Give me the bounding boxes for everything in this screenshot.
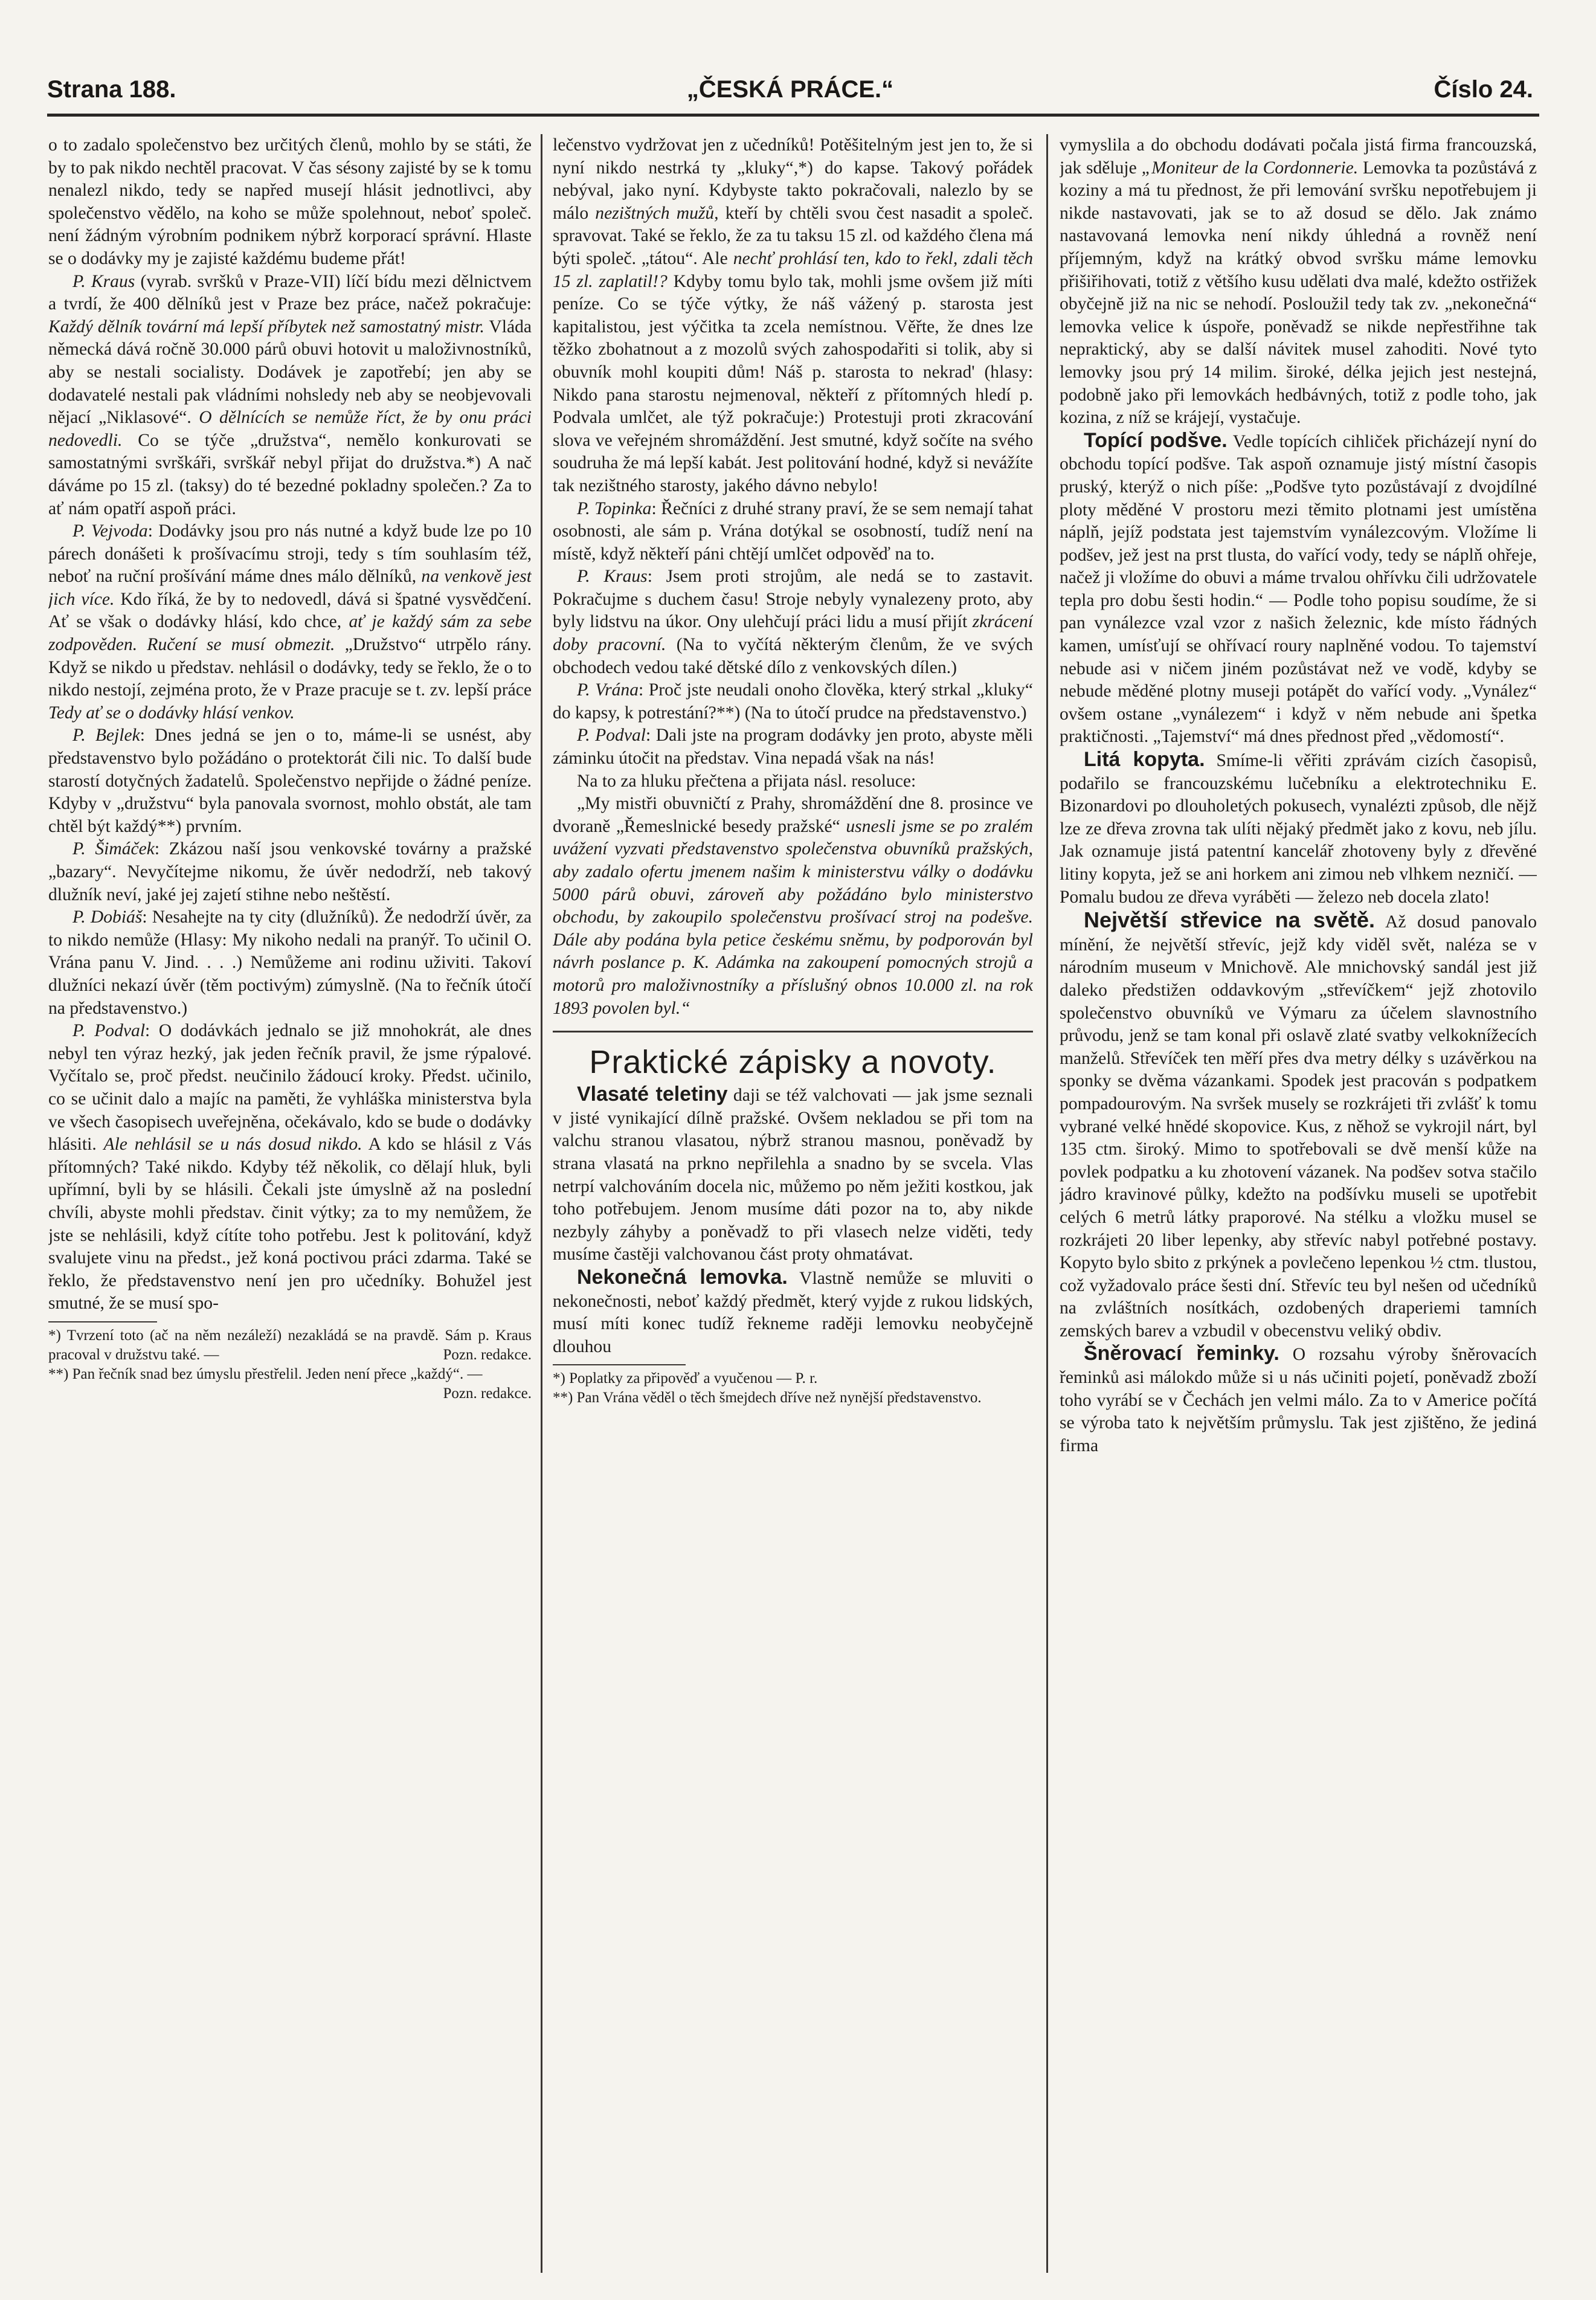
footnote-text: **) Pan Vrána věděl o těch šmejdech dříve než nynější představenstvo. [553, 1390, 982, 1406]
speaker: P. Topinka [577, 498, 652, 518]
emphasis: „Moniteur de la Cordonnerie. [1141, 158, 1359, 178]
text: Vláda německá dává ročně 30.000 párů obuvi hotovit u maloživnostníků, aby se nestali socialisty. Dodávek je zapotřebí; jen aby se dodavatelé nestali pak vládními nohsledy neb aby se neobjevovali nějací „Niklasové“. [48, 317, 532, 428]
article-heading: Nekonečná lemovka. [577, 1265, 788, 1289]
footnote-source: Pozn. redakce. [443, 1385, 532, 1402]
page-number: Strana 188. [47, 76, 176, 103]
emphasis: ať je každý sám za sebe zodpověden. Ručení se musí obmezit. [48, 612, 532, 655]
section-title: Praktické zápisky a novoty. [589, 1044, 997, 1081]
article-heading: Topící podšve. [1084, 428, 1228, 452]
text: A kdo se hlásil z Vás přítomných? Také nikdo. Kdyby též několik, co dělají hluk, byli upřímní, byli by se hlásili. Čekali jste úmyslně až na poslední chvíli, abyste mohli představ. činit výtky; za to my nemůžem, že jste se nehlásili, když cítíte toho potřebu. Jest k politování, když svalujete vinu na předst., jež koná poctivou práci zdarma. Také se řeklo, že představenstvo není jen pro učedníky. Bohužel jest smutné, že se musí spo- [48, 1135, 532, 1313]
column-divider [541, 134, 542, 2273]
column-3 [1060, 134, 1537, 2273]
speaker: P. Kraus [577, 567, 648, 587]
newspaper-title: „ČESKÁ PRÁCE.“ [686, 76, 894, 103]
text: (vyrab. svršků v Praze-VII) líčí bídu mezi dělnictvem a tvrdí, že 400 dělníků jest v Praze bez práce, načež pokračuje: [48, 271, 532, 314]
article [553, 1266, 1033, 1358]
paragraph [553, 498, 1033, 566]
column-divider [1046, 134, 1048, 2273]
paragraph [553, 565, 1033, 679]
emphasis: Každý dělník tovární má lepší příbytek než samostatný mistr. [48, 317, 484, 337]
paragraph [553, 724, 1033, 770]
issue-number: Číslo 24. [1434, 76, 1533, 103]
text: Kdo říká, že by to nedovedl, dává si špatné vysvědčení. Ať se však o dodávky hlásí, kdo chce, [48, 589, 532, 632]
article [1060, 909, 1537, 1342]
footnote-text: *) Poplatky za připověď a vyučenou — P. r. [553, 1370, 818, 1387]
text: „Družstvo“ utrpělo rány. Když se nikdo u představ. nehlásil o dodávky, tedy se řeklo, že o to nikdo nestojí, zejména proto, že v Praze pracuje se t. zv. lepší práce [48, 635, 532, 700]
paragraph [48, 838, 532, 906]
text: kteří by chtěli svou čest nasadit a společ. spravovat. Také se řeklo, že za tu taksu 15 zl. od každého člena má býti společ. „tátou“. Ale [553, 203, 1033, 268]
text: Vedle topících cihliček přicházejí nyní do obchodu topící podšve. Tak aspoň oznamuje jistý místní časopis pruský, kterýž o nich píše: „Podšve tyto pozůstávají z dvojdílné ploty měděné V prostoru mezi těmito plotnami jest umístěna náplň, jejíž podstata jest tajemstvím vynálezcovým. Vložíme li podšev, jež jest na prst tlusta, do vařící vody, tedy se náplň ohřeje, načež ji vložíme do obuvi a máme trvalou ohřívku čili udržovatele tepla pro dobu šesti hodin.“ — Podle toho popisu soudíme, že si pan vynálezce vzal vzor z našich železnic, kde místo řádných kamen, umísťují se ohřívací roury naplněné vodou. To tajemství nebude asi v ničem jiném pozůstávat než ve vodě, kdyby se nebude měděné plotny museji potápět do vařící vody. „Vynález“ ovšem ostane „vynálezem“ i když v něm nebude ani špetka praktičnosti. „Tajemství“ má dnes přednost před „vědomostí“. [1060, 431, 1537, 747]
paragraph [1060, 134, 1537, 430]
text: Smíme-li věřiti zprávám cizích časopisů, podařilo se francouzskému lučebníku a elektrotechniku E. Bizonardovi po dlouholetých pokusech, vynalézti způsob, dle nějž lze ze dřeva zrovna tak ulíti nějaký předmět jako z kovu, neb jílu. Jak oznamuje jistá patentní kancelář zhotoveny byly z dřevěné litiny kopyta, jež se ani horkem ani zimou neb vlhkem nezničí. — Pomalu budou ze dřeva vyráběti — železo neb docela zlato! [1060, 751, 1537, 907]
speaker: P. Dobiáš [72, 907, 143, 927]
article-heading: Největší střevice na světě. [1084, 907, 1376, 933]
text: Kdyby tomu bylo tak, mohli jsme ovšem již míti peníze. Co se týče výtky, že náš vážený p. starosta jest kapitalistou, jest výčitka ta zcela nemístnou. Věřte, že dnes lze těžko zbohatnout a z mozolů svých zahospodařiti si tolik, aby si obuvník mohl koupiti dům! Náš p. starosta to nekrad' (hlasy: Nikdo pana starostu nejmenoval, někteří z přítomných hledí p. Podvala umlčet, ale týž pokračuje:) Protestuji proti zkracování slova ve veřejném shromáždění. Jest smutné, když sočíte na svého soudruha že má lepší kabát. Jest politování hodné, když si nevážíte tak nezištného starosty, jakého dávno nebylo! [553, 271, 1033, 495]
paragraph: o to zadalo společenstvo bez určitých členů, mohlo by se státi, že by to pak nikdo nechtěl pracovat. V čas sésony zajisté by se k tomu nenalezl nikdo, tedy se napřed musejí hlásit jednotlivci, aby společenstvo vědělo, na koho se může spolehnout, neboť společ. není žádným výrobním podnikem nýbrž korporací správní. Hlaste se o dodávky my je zajisté každému budeme přát! [48, 135, 532, 268]
text: (Na to vyčítá některým členům, že ve svých obchodech vedou také dětské dílo z venkovských dílen.) [553, 635, 1033, 677]
paragraph [48, 520, 532, 724]
emphasis: Tedy ať se o dodávky hlásí venkov. [48, 703, 295, 723]
paragraph [48, 906, 532, 1020]
article [553, 1083, 1033, 1266]
emphasis: zkrácení doby pracovní. [553, 612, 1033, 655]
text: : Dnes jedná se jen o to, máme-li se usnést, aby představenstvo bylo požádáno o protektorát čili nic. To další bude starostí dotyčných žadatelů. Společenstvo nepřijde o žádné peníze. Kdyby v „družstvu“ byla panovala svornost, mohlo obstát, ale tam chtěl být každý**) prvním. [48, 726, 532, 836]
column-1 [48, 134, 532, 2273]
text: Co se týče „družstva“, nemělo konkurovati se samostatnými svrškáři, svrškář nebyl přijat do družstva.*) A nač dáváme po 15 zl. (taksy) do té bezedné pokladny společen.? Za to ať nám opatří aspoň práci. [48, 430, 532, 518]
text: Až dosud panovalo mínění, že největší střevíc, jejž kdy viděl svět, naléza se v národním museum v Mnichově. Ale mnichovský sandál jest již daleko předstižen oddavkovým „střevíčkem“ jejž zhotovilo společenstvo obuvníků ve Výmaru za účelem slavnostního průvodu, jenž se tam konal při oslavě zlaté svatby velkoknížecích manželů. Střevíček ten měří přes dva metry délky s uzávěrkou na sponky se dvěma vázankami. Spodek jest pracován s podpatkem pompadourovým. Na svršek musely se rozkrájeti tři zvlášť k tomu vybrané velké hnědé skopovice. Kus, z něhož se vykrojil nárt, byl 135 ctm. široký. Mimo to spotřebovali se dvě menší kůže na povlek podpatku a ku zhotovení vázanek. Na podšev sotva stačilo jádro kravinové půlky, kdežto na podšívku museli se upotřebit celých 6 metrů látky praporové. Na stélku a vložku musel se rozkrájeti 20 liber lepenky, aby střevíc nabyl potřebné postavy. Kopyto bylo sbito z prkýnek a povlečeno lepenkou ½ ctm. tlustou, což vyžadovalo práce šesti dní. Střevíc teu byl nešen od učedníků na zvláštních nosítkách, ozdobených draperiemi tamních zemských barev a vzbudil v obecenstvu veliký obdiv. [1060, 912, 1537, 1341]
article-heading: Vlasaté teletiny [577, 1083, 728, 1106]
speaker: P. Podval [577, 726, 646, 746]
paragraph [48, 271, 532, 521]
header-divider [47, 114, 1539, 117]
page-header [47, 71, 1533, 114]
speaker: P. Bejlek [72, 726, 140, 746]
emphasis: Ale nehlásil se u nás dosud nikdo. [103, 1135, 362, 1155]
paragraph [48, 1020, 532, 1315]
paragraph [48, 724, 532, 838]
footnote [48, 1326, 532, 1402]
text: : Nesahejte na ty city (dlužníků). Že nedodrží úvěr, za to nikdo nemůže (Hlasy: My nikoho nedali na pranýř. To učinil O. Vrána panu V. Jind. . . .) Nemůžeme ani rodinu uživiti. Takoví dlužníci nekazí úvěr (těm poctivým) zúmyslně. (Na to řečník útočí na představenstvo.) [48, 907, 532, 1018]
footnote-text: **) Pan řečník snad bez úmyslu přestřelil. Jeden není přece „každý“. — [48, 1365, 483, 1382]
text: : Řečníci z druhé strany praví, že se sem nemají tahat osobnosti, ale sám p. Vrána dotýkal se osobností, tudíž není na místě, když někteří páni chtějí umlčet odpověď na to. [553, 498, 1033, 564]
text: Vlastně nemůže se mluviti o nekonečnosti, neboť každý předmět, který vyjde z rukou lidských, musí míti konec tudíž řekneme raději lemovku neobyčejně dlouhou [553, 1268, 1033, 1356]
column-2 [553, 134, 1033, 2273]
article-heading: Litá kopyta. [1084, 748, 1205, 771]
text: : Jsem proti strojům, ale nedá se to zastavit. Pokračujme s duchem času! Stroje nebyly vynalezeny proto, aby byly lidstvu na úkor. Ony ulehčují práci lidu a musí přijít [553, 567, 1033, 632]
speaker: P. Kraus [72, 271, 135, 291]
text: : Proč jste neudali onoho člověka, který strkal „kluky“ do kapsy, k potrestání?**) (Na to útočí prudce na představenstvo.) [553, 680, 1033, 723]
footnote-source: Pozn. redakce. [443, 1346, 532, 1363]
speaker: P. Vrána [577, 680, 639, 700]
emphasis: O dělnících se nemůže říct, že by onu práci nedovedli. [48, 408, 532, 450]
footnote-divider [553, 1364, 686, 1365]
text: Lemovka ta pozůstává z koziny a má tu přednost, že při lemování svršku nepotřebujem ji nikde nastavovati, jak se to až dosud se dělo. Jak známo nastavovaná lemovka není nikdy úhledná a rovněž není příjemným, když na krátký obvod svršku máme lemovku přišiřihovati, totiž z většího kusu udělati dva malé, kdežto ostřižek obyčejně již na nic se nehodí. Posloužil tedy tak zv. „nekonečná“ lemovka velice k úspoře, poněvadž se nikde nepřestřihne tak nepraktický, aby se další návitek musel zahoditi. Nové tyto lemovky jsou prý 14 milim. široké, délka jejich jest nestejná, podobně jako při lemovkách hedbávných, totiž z podle toho, jak kozina, z níž se krájejí, vystačuje. [1060, 158, 1537, 428]
footnote [553, 1369, 1033, 1408]
paragraph [553, 134, 1033, 498]
resolution [553, 793, 1033, 1020]
article [1060, 430, 1537, 749]
speaker: P. Vejvoda [72, 521, 148, 541]
footnote-text: *) Tvrzení toto (ač na něm nezáleží) nezakládá se na pravdě. Sám p. Kraus pracoval v družstvu také. — [48, 1327, 532, 1363]
article [1060, 749, 1537, 909]
paragraph: Na to za hluku přečtena a přijata násl. resoluce: [577, 771, 916, 791]
emphasis: nezištných mužů, [595, 203, 719, 223]
text: : Dali jste na program dodávky jen proto, abyste měli záminku útočit na představ. Vina nepadá však na nás! [553, 726, 1033, 768]
article [1060, 1342, 1537, 1457]
emphasis: na venkově jest jich více. [48, 567, 532, 609]
speaker: P. Podval [72, 1021, 146, 1041]
text: O rozsahu výroby šněrovacích řeminků asi málokdo může si u nás učiniti pojetí, poněvadž zboží toho vyrábí se v Čechách jen velmi málo. Za to v Americe počítá se výroba tato k největším průmyslu. Tak jest zjištěno, že jediná firma [1060, 1345, 1537, 1455]
footnote-divider [48, 1321, 157, 1322]
paragraph [553, 679, 1033, 724]
emphasis: nechť prohlásí ten, kdo to řekl, zdali těch 15 zl. zaplatil!? [553, 248, 1033, 291]
text: daji se též valchovati — jak jsme seznali v jisté vynikající dílně pražské. Ovšem nekladou se při tom na valchu stranou vlasatou, nýbrž stranou masnou, poněvadž by strana vlasatá na prkno nepřilehla a snadno by se svcela. Vlas netrpí valchováním docela nic, můžemo po něm ježiti kostkou, jak toho potřebujem. Jenom musíme dáti pozor na to, aby nikde nezbyly záhyby a poněvadž to při vlasech nelze viděti, tedy musíme častěji valchovanou část proty ohmatávat. [553, 1086, 1033, 1264]
text: „My mistři obuvničtí z Prahy, shromáždění dne 8. prosince ve dvoraně „Řemeslnické besedy pražské“ [553, 794, 1033, 836]
section-divider [553, 1031, 1033, 1032]
article-heading: Šněrovací řeminky. [1084, 1342, 1279, 1365]
text: lečenstvo vydržovat jen z učedníků! Potěšitelným jest jen to, že si nyní nikdo nestrká ty „kluky“,*) do kapse. Takový pořádek nebýval, jako nyní. Kdybyste takto pokračovali, nalezlo by se málo [553, 135, 1033, 223]
text: : Zkázou naší jsou venkovské továrny a pražské „bazary“. Nevyčítejme nikomu, že úvěr nedodrží, neb takový dlužník neví, jaké jej zajetí stihne nebo neštěstí. [48, 839, 532, 904]
text: vymyslila a do obchodu dodávati počala jistá firma francouzská, jak sděluje [1060, 135, 1537, 178]
speaker: P. Šimáček [72, 839, 155, 859]
text: : Dodávky jsou pro nás nutné a když bude lze po 10 párech donášeti k prošívacímu stroji, tedy s tím souhlasím též, neboť na ruční prošívání máme dnes málo dělníků, [48, 521, 532, 587]
text: : O dodávkách jednalo se již mnohokrát, ale dnes nebyl ten výraz hezký, jak jeden řečník pravil, že jsme rýpalové. Vyčítalo se, proč předst. neučinilo žádoucí kroky. Předst. učinilo, co se učinit dalo a majíc na paměti, že vyhláška ministerstva byla ve všech časopisech uveřejněna, očekávalo, kdo se bude o dodávky hlásiti. [48, 1021, 532, 1155]
emphasis: usnesli jsme se po zralém uvážení vyzvati představenstvo společenstva obuvníků pražských, aby zadalo ofertu jmenem našim k ministerstvu války o dodávku 5000 párů obuvi, zároveň aby požádáno bylo ministerstvo obchodu, by zakoupilo společenstvu prošívací stroj na podešve. Dále aby podána byla petice českému sněmu, by podporován byl návrh poslance p. K. Adámka na zakoupení pomocných strojů a motorů pro maloživnostníky a příslušný obnos 10.000 zl. na rok 1893 povolen byl.“ [553, 816, 1033, 1018]
